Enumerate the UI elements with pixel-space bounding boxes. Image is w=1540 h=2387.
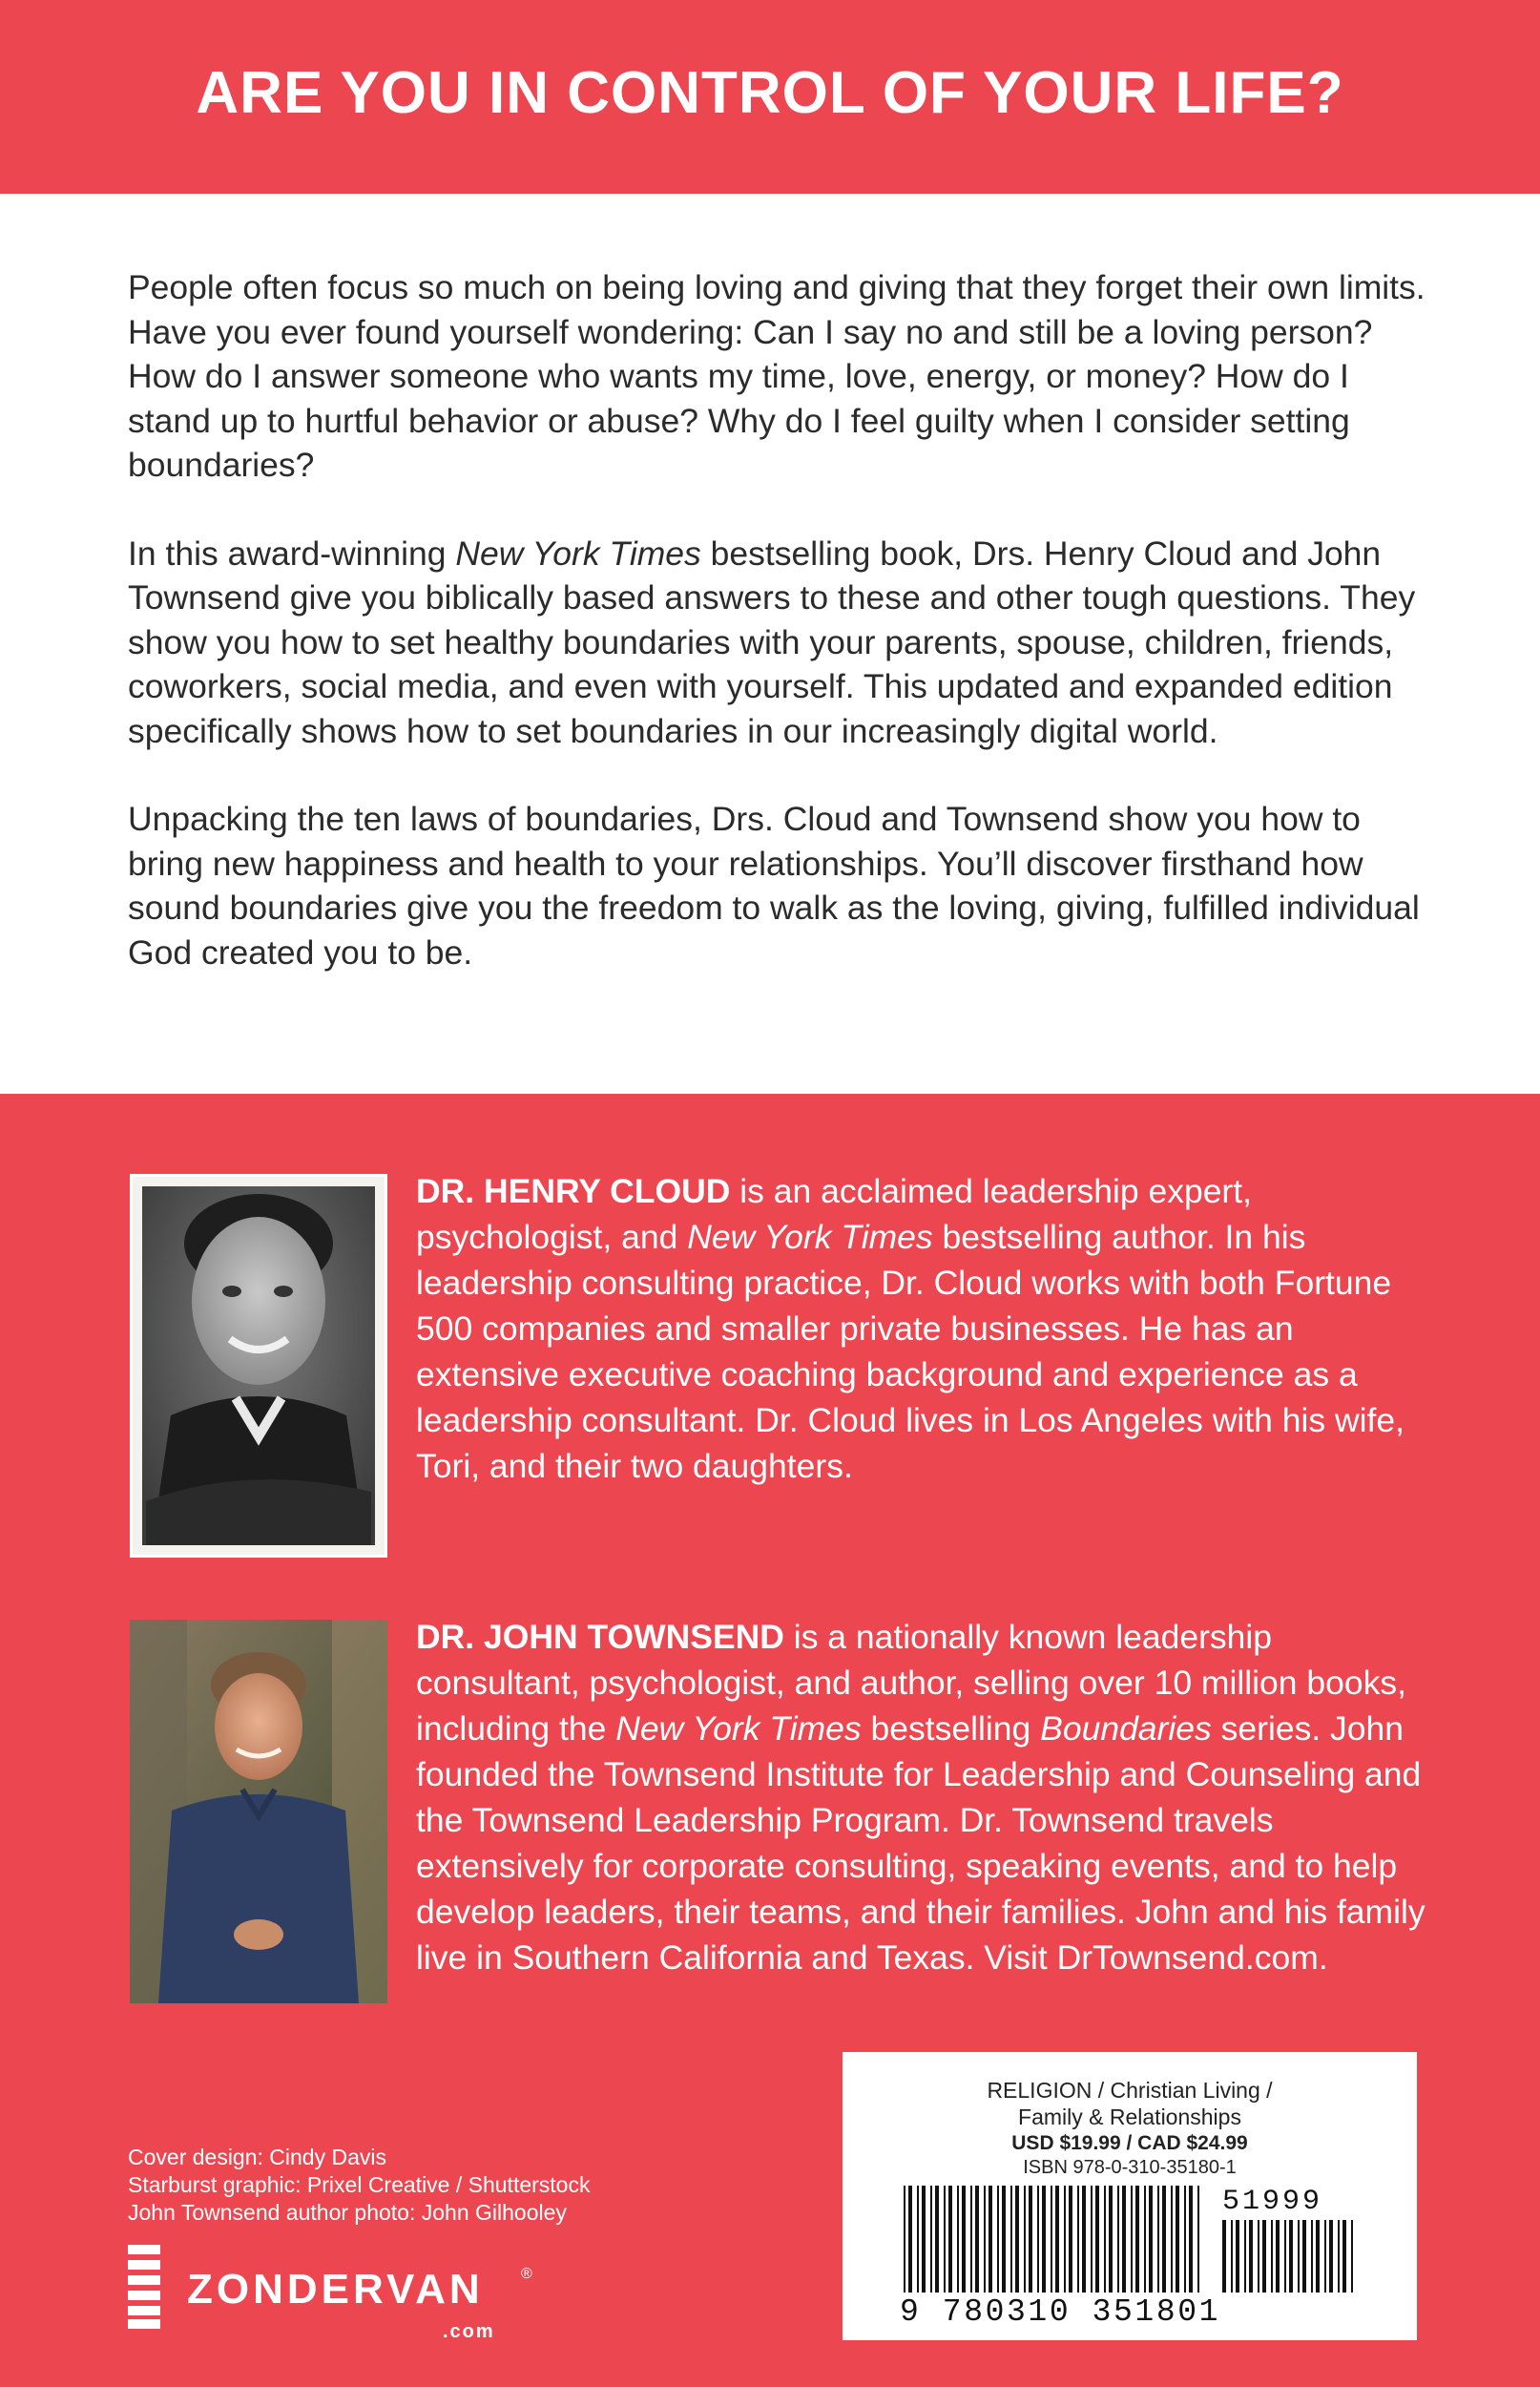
headline: ARE YOU IN CONTROL OF YOUR LIFE? xyxy=(196,60,1344,126)
barcode-bar xyxy=(1104,2186,1106,2293)
credit-line: John Townsend author photo: John Gilhooley xyxy=(128,2200,567,2225)
author-name: DR. HENRY CLOUD xyxy=(416,1172,731,1210)
barcode-bar xyxy=(1236,2220,1239,2293)
barcode-bar xyxy=(1222,2220,1226,2293)
bio-text: is a nationally known leadership consultant, psychologist, and author, selling over 10 million books, including the xyxy=(416,1618,1406,1748)
registered-mark: ® xyxy=(521,2266,532,2282)
barcode-bar xyxy=(1311,2220,1313,2293)
barcode-bar xyxy=(1284,2220,1286,2293)
barcode-bar xyxy=(1244,2220,1246,2293)
john-townsend-bio xyxy=(416,1614,1427,1980)
zondervan-mark-icon xyxy=(128,2245,160,2329)
credit-line: Cover design: Cindy Davis xyxy=(128,2145,387,2169)
barcode-bar xyxy=(1064,2186,1066,2293)
barcode-bar xyxy=(1015,2186,1019,2293)
book-description xyxy=(128,265,1426,1018)
barcode-bar xyxy=(935,2186,939,2293)
barcode-bar xyxy=(1162,2186,1166,2293)
price-label: USD $19.99 / CAD $24.99 xyxy=(1011,2132,1248,2154)
description-text: In this award-winning xyxy=(128,534,456,573)
barcode-bar xyxy=(1329,2220,1333,2293)
barcode-bar xyxy=(1149,2186,1153,2293)
barcode-bar xyxy=(1144,2186,1146,2293)
barcode-bar xyxy=(922,2186,926,2293)
barcode-bar xyxy=(1197,2186,1199,2293)
barcode-bar xyxy=(1010,2186,1012,2293)
credit-line: Starburst graphic: Prixel Creative / Shutterstock xyxy=(128,2172,591,2197)
barcode-bar xyxy=(1338,2220,1340,2293)
description-paragraph-2 xyxy=(128,532,1426,754)
barcode-bar xyxy=(1342,2220,1346,2293)
barcode-bar xyxy=(1042,2186,1046,2293)
bio-text: series. John founded the Townsend Institute for Leadership and Counseling and the Townsend Leadership Program. Dr. Townsend travels extensively for corporate consulting, speaking events, and to help develop leaders, their teams, and their families. John and his family live in Southern California and Texas. Visit DrTownsend.com. xyxy=(416,1709,1426,1977)
barcode-box xyxy=(843,2052,1417,2340)
bio-text: bestselling xyxy=(861,1709,1041,1748)
barcode-bar xyxy=(1289,2220,1293,2293)
barcode-bar xyxy=(1262,2220,1266,2293)
barcode-bar xyxy=(930,2186,932,2293)
barcode-bar xyxy=(1249,2220,1253,2293)
barcode-bar xyxy=(1077,2186,1079,2293)
barcode-bar xyxy=(1095,2186,1099,2293)
barcode-bar xyxy=(1298,2220,1300,2293)
barcode-bar xyxy=(1037,2186,1039,2293)
barcode-bar xyxy=(948,2186,952,2293)
header-band xyxy=(0,0,1540,194)
newspaper-title: New York Times xyxy=(687,1218,933,1256)
barcode-bar xyxy=(1258,2220,1259,2293)
henry-cloud-photo xyxy=(130,1174,387,1558)
barcode-bar xyxy=(1171,2186,1173,2293)
barcode-bar xyxy=(1024,2186,1026,2293)
barcode-bar xyxy=(1176,2186,1179,2293)
barcode-bar xyxy=(917,2186,919,2293)
price-code-digits: 51999 xyxy=(1222,2186,1323,2218)
bio-text: is an acclaimed leadership expert, psychologist, and xyxy=(416,1172,1252,1256)
john-townsend-photo xyxy=(130,1620,387,2003)
publisher-domain: .com xyxy=(443,2321,495,2342)
barcode-bar xyxy=(1051,2186,1052,2293)
barcode-bar xyxy=(1055,2186,1059,2293)
barcode-bar xyxy=(1069,2186,1072,2293)
barcode-bar xyxy=(957,2186,959,2293)
barcode-digits: 9 780310 351801 xyxy=(900,2294,1221,2330)
barcode-bar xyxy=(970,2186,972,2293)
description-paragraph-3: Unpacking the ten laws of boundaries, Drs. Cloud and Townsend show you how to bring new happiness and health to your relationships. You’ll discover firsthand how sound boundaries give you the freedom to walk as the loving, giving, fulfilled individual God created you to be. xyxy=(128,800,1420,972)
barcode-bar xyxy=(1109,2186,1113,2293)
barcode-bar xyxy=(1184,2186,1186,2293)
barcode-bar xyxy=(1029,2186,1032,2293)
barcode-bar xyxy=(1122,2186,1126,2293)
barcode-bar xyxy=(1091,2186,1093,2293)
newspaper-title: New York Times xyxy=(455,534,701,573)
henry-cloud-bio xyxy=(416,1168,1427,1489)
barcode-bar xyxy=(1131,2186,1133,2293)
barcode-bar xyxy=(989,2186,992,2293)
barcode-bar xyxy=(1117,2186,1119,2293)
barcode-bar xyxy=(984,2186,986,2293)
barcode-bar xyxy=(975,2186,979,2293)
barcode-bar xyxy=(1324,2220,1326,2293)
barcode-bar xyxy=(908,2186,912,2293)
bio-text: bestselling author. In his leadership consulting practice, Dr. Cloud works with both Fortune 500 companies and smaller private businesses. He has an extensive executive coaching background and experience as a leadership consultant. Dr. Cloud lives in Los Angeles with his wife, Tori, and their two daughters. xyxy=(416,1218,1405,1485)
barcode-bar xyxy=(1276,2220,1280,2293)
book-series-title: Boundaries xyxy=(1040,1709,1212,1748)
barcode-bar xyxy=(944,2186,946,2293)
bisac-line: RELIGION / Christian Living / xyxy=(987,2078,1273,2103)
barcode-bar xyxy=(1157,2186,1159,2293)
barcode-bar xyxy=(997,2186,999,2293)
cover-credits xyxy=(128,2144,590,2227)
barcode-bar xyxy=(1316,2220,1320,2293)
description-text: bestselling book, Drs. Henry Cloud and John Townsend give you biblically based answers to these and other tough questions. They show you how to set healthy boundaries with your parents, spouse, children, friends, coworkers, social media, and even with yourself. This updated and expanded edition specifically shows how to set boundaries in our increasingly digital world. xyxy=(128,534,1416,750)
description-paragraph-1: People often focus so much on being loving and giving that they forget their own limits. Have you ever found yourself wondering: Can I say no and still be a loving person? How do I answer someone who wants my time, love, energy, or money? How do I stand up to hurtful behavior or abuse? Why do I feel guilty when I consider setting boundaries? xyxy=(128,268,1426,484)
barcode-bar xyxy=(962,2186,966,2293)
isbn-label: ISBN 978-0-310-35180-1 xyxy=(1023,2157,1237,2178)
barcode-bar xyxy=(904,2186,905,2293)
bisac-line: Family & Relationships xyxy=(1018,2104,1241,2129)
barcode-bar xyxy=(1002,2186,1006,2293)
zondervan-logo xyxy=(128,2245,532,2350)
barcode-bar xyxy=(1231,2220,1233,2293)
barcode-bar xyxy=(1351,2220,1353,2293)
newspaper-title: New York Times xyxy=(615,1709,862,1748)
author-name: DR. JOHN TOWNSEND xyxy=(416,1618,784,1656)
barcode-bar xyxy=(1135,2186,1139,2293)
barcode-bar xyxy=(1189,2186,1193,2293)
barcode-bar xyxy=(1271,2220,1273,2293)
barcode-bar xyxy=(1302,2220,1306,2293)
publisher-name: ZONDERVAN xyxy=(187,2266,484,2313)
barcode-bar xyxy=(1082,2186,1086,2293)
